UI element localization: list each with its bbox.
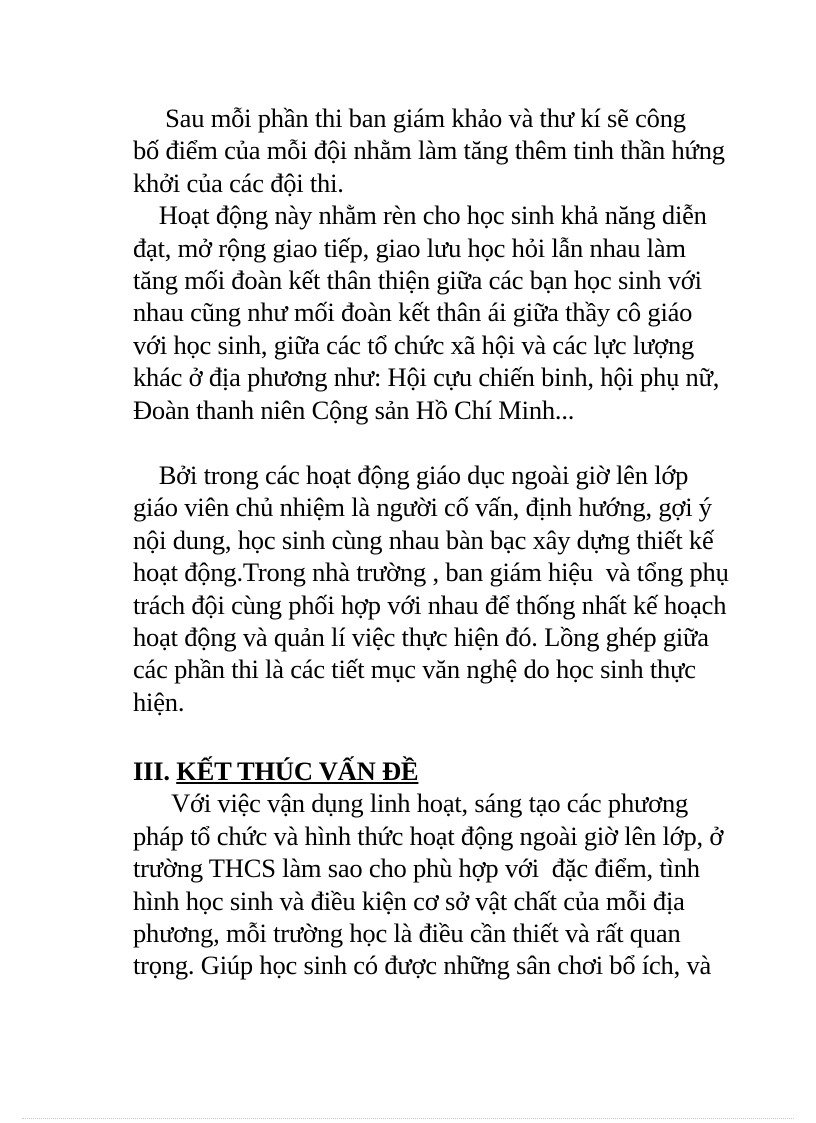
paragraph-3-line: Bởi trong các hoạt động giáo dục ngoài giờ lên lớp (133, 460, 689, 490)
paragraph-3-line: trách đội cùng phối hợp với nhau để thống nhất kế hoạch (133, 589, 727, 620)
text-block-upper (133, 102, 753, 426)
paragraph-3-line: hoạt động và quản lí việc thực hiện đó. Lồng ghép giữa (133, 621, 709, 652)
paragraph-4-line: hình học sinh và điều kiện cơ sở vật chất của mỗi địa (133, 885, 685, 916)
paragraph-2-line: Hoạt động này nhằm rèn cho học sinh khả năng diễn (133, 200, 707, 231)
paragraph-1-line: khởi của các đội thi. (133, 167, 344, 198)
paragraph-3-line: hoạt động.Trong nhà trường , ban giám hiệu và tổng phụ (133, 557, 729, 588)
paragraph-3-line: giáo viên chủ nhiệm là người cố vấn, định hướng, gợi ý (133, 492, 712, 523)
paragraph-1-line: bố điểm của mỗi đội nhằm làm tăng thêm tinh thần hứng (133, 135, 725, 166)
section-heading-title: KẾT THÚC VẤN ĐỀ (176, 756, 419, 786)
paragraph-2-line: tăng mối đoàn kết thân thiện giữa các bạn học sinh với (133, 264, 702, 295)
paragraph-3-line: các phần thi là các tiết mục văn nghệ do học sinh thực (133, 654, 696, 685)
paragraph-1-line: Sau mỗi phần thi ban giám khảo và thư kí sẽ công (133, 103, 686, 133)
paragraph-3-line: hiện. (133, 686, 185, 717)
paragraph-2-line: khác ở địa phương như: Hội cựu chiến binh, hội phụ nữ, (133, 362, 720, 393)
page-bottom-divider (22, 1118, 794, 1119)
paragraph-2-line: nhau cũng như mối đoàn kết thân ái giữa thầy cô giáo (133, 297, 693, 328)
paragraph-2-line: đạt, mở rộng giao tiếp, giao lưu học hỏi lẫn nhau làm (133, 232, 686, 263)
text-block-lower (133, 755, 753, 982)
paragraph-3-line: nội dung, học sinh cùng nhau bàn bạc xây dựng thiết kế (133, 524, 714, 555)
paragraph-4-line: trường THCS làm sao cho phù hợp với đặc điểm, tình (133, 853, 700, 884)
paragraph-4-line: phương, mỗi trường học là điều cần thiết và rất quan (133, 917, 681, 948)
paragraph-2-line: với học sinh, giữa các tổ chức xã hội và các lực lượng (133, 329, 695, 360)
paragraph-2-line: Đoàn thanh niên Cộng sản Hồ Chí Minh... (133, 394, 575, 425)
paragraph-4-line: pháp tổ chức và hình thức hoạt động ngoài giờ lên lớp, ở (133, 820, 724, 851)
paragraph-4-line: Với việc vận dụng linh hoạt, sáng tạo các phương (133, 788, 689, 819)
text-block-middle (133, 459, 753, 718)
section-heading (133, 755, 753, 787)
paragraph-4-line: trọng. Giúp học sinh có được những sân chơi bổ ích, và (133, 950, 712, 981)
section-heading-number: III. (133, 756, 177, 786)
